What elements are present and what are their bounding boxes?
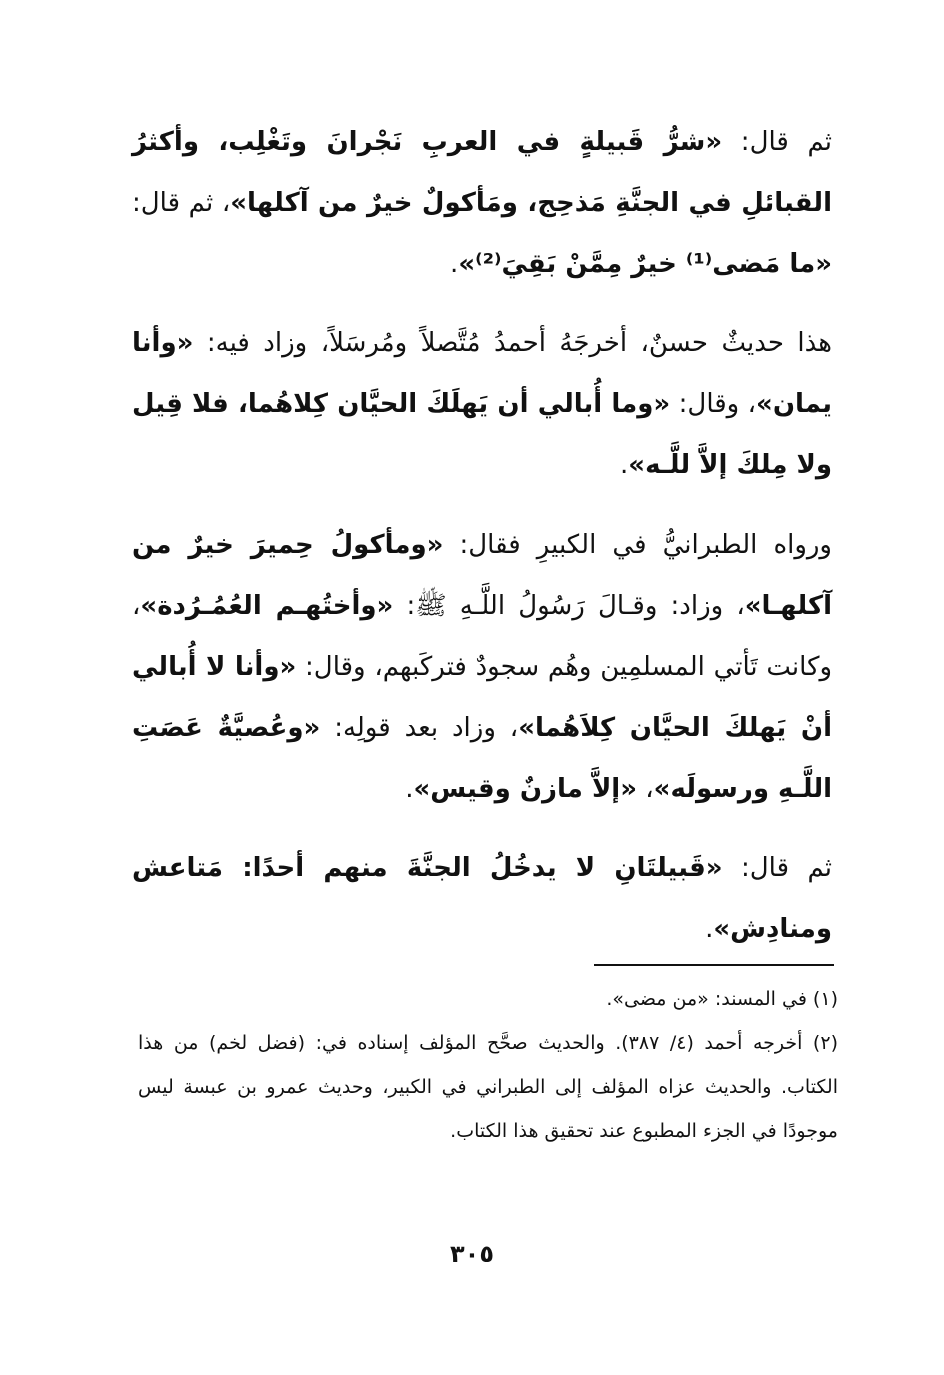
text-segment: ثم قال: [722,853,832,883]
paragraph-2 [132,313,832,496]
paragraph-3 [132,515,832,820]
page-number: ٣٠٥ [450,1240,494,1268]
quote-segment: «شرُّ قَبيلةٍ في العربِ نَجْرانَ وتَغْلِب، وأكثرُ القبائلِ في الجنَّةِ مَذحِج، ومَأكولٌ خيرٌ من آكلها» [132,127,832,218]
paragraph-4 [132,838,832,960]
text-segment: ، وزاد: وقـالَ رَسُولُ اللَّـهِ ﷺ: [393,591,745,621]
quote-segment: «إلاَّ مازنٌ وقيس» [413,774,638,804]
footnote-2: (٢) أخرجه أحمد (٤/ ٣٨٧). والحديث صحَّح المؤلف إسناده في: (فضل لخم) من هذا الكتاب. والحديث عزاه المؤلف إلى الطبراني في الكبير، وحديث عمرو بن عبسة ليس موجودًا في الجزء المطبوع عند تحقيق هذا الكتاب. [138,1032,838,1142]
text-segment: ، ثم قال: [132,188,231,218]
footnote-divider [594,964,834,966]
text-segment: . [705,914,714,944]
quote-segment: «وما أُبالي أن يَهلَكَ الحيَّان كِلاهُما، فلا قِيل ولا مِلكَ إلاَّ للَّـه» [132,389,832,480]
text-segment: ثم قال: [722,127,832,157]
quote-segment: «وأنا لا أُبالي أنْ يَهلكَ الحيَّان كِلاَهُما» [132,652,832,743]
text-segment: ، وكانت تَأتي المسلمِين وهُم سجودٌ فتركَبهم، وقال: [132,591,832,682]
quote-segment: «ومأكولُ حِميرَ خيرٌ من آكلهـا» [132,530,832,621]
paragraph-1 [132,112,832,295]
text-segment: . [405,774,414,804]
text-segment: ، وزاد بعد قولِه: [320,713,519,743]
text-segment: . [450,249,459,279]
quote-segment: «قَبيلتَانِ لا يدخُلُ الجنَّةَ منهم أحدًا: مَتاعش ومنادِش» [132,853,832,944]
text-segment: ، وقال: [670,389,757,419]
footnote-1: (١) في المسند: «من مضى». [606,988,838,1010]
quote-segment: «وأنا يمان» [132,328,832,419]
quote-segment: «وأختُهـم العُمُـرُدة» [140,591,394,621]
quote-segment: «ما مَضى⁽¹⁾ خيرٌ مِمَّنْ بَقِيَ⁽²⁾» [458,249,832,279]
text-segment: ، [637,774,654,804]
quote-segment: «وعُصيَّةٌ عَصَتِ اللَّـهِ ورسولَه» [132,713,832,804]
text-segment: هذا حديثٌ حسنٌ، أخرجَهُ أحمدُ مُتَّصلاً ومُرسَلاً، وزاد فيه: [193,328,832,358]
text-segment: ورواه الطبرانيُّ في الكبيرِ فقال: [443,530,832,560]
text-segment: . [620,450,629,480]
